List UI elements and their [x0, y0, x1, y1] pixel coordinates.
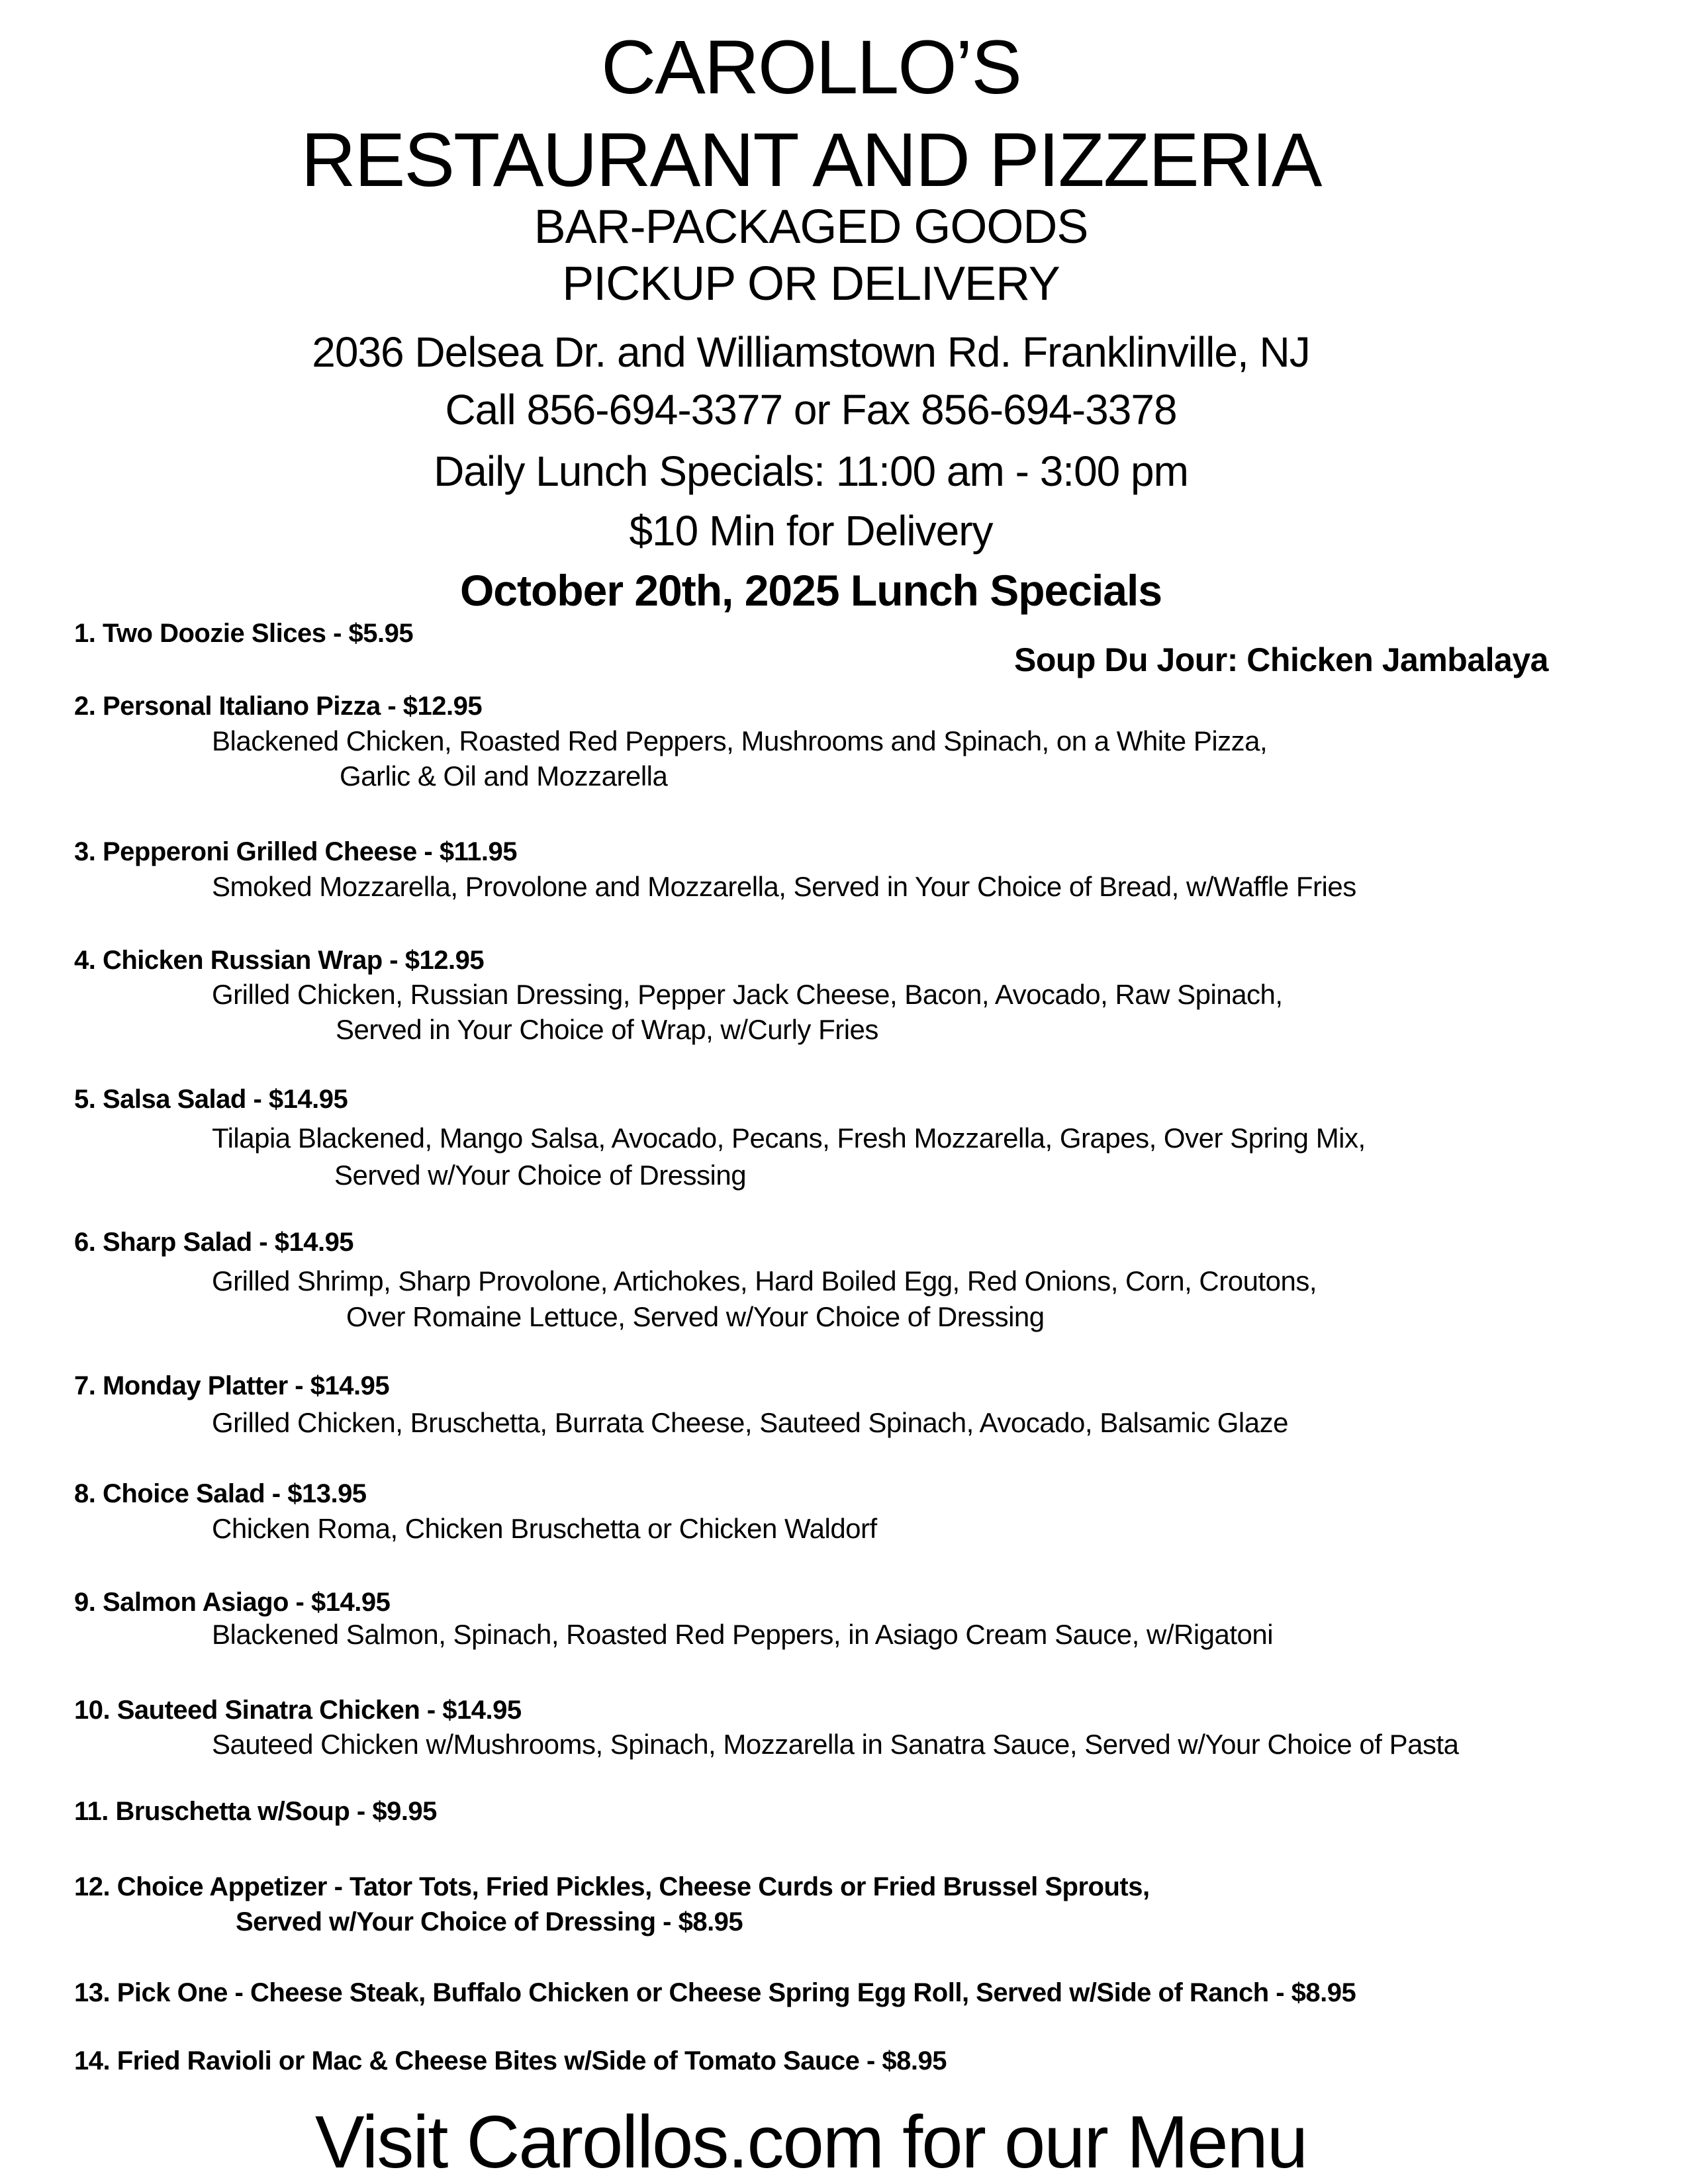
- phone-fax-line: Call 856-694-3377 or Fax 856-694-3378: [445, 386, 1177, 433]
- menu-item-desc: Blackened Salmon, Spinach, Roasted Red Peppers, in Asiago Cream Sauce, w/Rigatoni: [212, 1619, 1274, 1650]
- footer-website-note: Visit Carollos.com for our Menu: [314, 2101, 1307, 2183]
- menu-item-title: 3. Pepperoni Grilled Cheese - $11.95: [74, 837, 517, 866]
- menu-item-desc: Sauteed Chicken w/Mushrooms, Spinach, Mozzarella in Sanatra Sauce, Served w/Your Choice of Pasta: [212, 1729, 1459, 1760]
- lunch-hours-line: Daily Lunch Specials: 11:00 am - 3:00 pm: [434, 447, 1188, 495]
- menu-item-desc: Blackened Chicken, Roasted Red Peppers, Mushrooms and Spinach, on a White Pizza,: [212, 725, 1268, 756]
- menu-item-desc: Grilled Chicken, Bruschetta, Burrata Cheese, Sauteed Spinach, Avocado, Balsamic Glaze: [212, 1407, 1288, 1438]
- menu-item-title: 4. Chicken Russian Wrap - $12.95: [74, 946, 485, 975]
- menu-item-desc: Grilled Chicken, Russian Dressing, Pepper Jack Cheese, Bacon, Avocado, Raw Spinach,: [212, 979, 1283, 1010]
- menu-item-title: 8. Choice Salad - $13.95: [74, 1479, 367, 1508]
- menu-item-title-line2: Served w/Your Choice of Dressing - $8.95: [236, 1907, 743, 1936]
- restaurant-name: CAROLLO’S: [601, 25, 1021, 110]
- menu-item-title: 10. Sauteed Sinatra Chicken - $14.95: [74, 1696, 522, 1725]
- menu-item-title: 7. Monday Platter - $14.95: [74, 1371, 390, 1400]
- address-line: 2036 Delsea Dr. and Williamstown Rd. Franklinville, NJ: [312, 328, 1310, 376]
- menu-item-title: 14. Fried Ravioli or Mac & Cheese Bites w/Side of Tomato Sauce - $8.95: [74, 2046, 947, 2075]
- bar-packaged-goods-line: BAR-PACKAGED GOODS: [534, 201, 1088, 253]
- menu-item-desc: Served in Your Choice of Wrap, w/Curly Fries: [336, 1014, 878, 1045]
- menu-item-title: 1. Two Doozie Slices - $5.95: [74, 619, 414, 648]
- specials-date-title: October 20th, 2025 Lunch Specials: [459, 566, 1162, 615]
- pickup-delivery-line: PICKUP OR DELIVERY: [562, 257, 1060, 310]
- menu-item-desc: Grilled Shrimp, Sharp Provolone, Artichokes, Hard Boiled Egg, Red Onions, Corn, Croutons,: [212, 1265, 1317, 1297]
- restaurant-name-line2: RESTAURANT AND PIZZERIA: [301, 118, 1321, 203]
- menu-item-desc: Served w/Your Choice of Dressing: [334, 1160, 747, 1191]
- menu-item-title: 12. Choice Appetizer - Tator Tots, Fried Pickles, Cheese Curds or Fried Brussel Sprouts,: [74, 1872, 1150, 1901]
- menu-item-title: 9. Salmon Asiago - $14.95: [74, 1588, 391, 1617]
- menu-item-desc: Garlic & Oil and Mozzarella: [340, 760, 668, 792]
- menu-item-title: 11. Bruschetta w/Soup - $9.95: [74, 1797, 437, 1826]
- menu-item-desc: Over Romaine Lettuce, Served w/Your Choice of Dressing: [346, 1301, 1045, 1332]
- soup-du-jour: Soup Du Jour: Chicken Jambalaya: [1014, 641, 1548, 678]
- delivery-minimum-line: $10 Min for Delivery: [629, 507, 993, 555]
- menu-item-title: 2. Personal Italiano Pizza - $12.95: [74, 692, 483, 721]
- menu-item-desc: Smoked Mozzarella, Provolone and Mozzarella, Served in Your Choice of Bread, w/Waffle Fries: [212, 871, 1356, 902]
- menu-item-desc: Chicken Roma, Chicken Bruschetta or Chicken Waldorf: [212, 1513, 877, 1544]
- menu-item-title: 6. Sharp Salad - $14.95: [74, 1228, 354, 1257]
- menu-item-title: 13. Pick One - Cheese Steak, Buffalo Chicken or Cheese Spring Egg Roll, Served w/Side of Ranch - $8.95: [74, 1978, 1356, 2007]
- menu-item-desc: Tilapia Blackened, Mango Salsa, Avocado, Pecans, Fresh Mozzarella, Grapes, Over Spring Mix,: [212, 1122, 1366, 1154]
- menu-item-title: 5. Salsa Salad - $14.95: [74, 1085, 348, 1114]
